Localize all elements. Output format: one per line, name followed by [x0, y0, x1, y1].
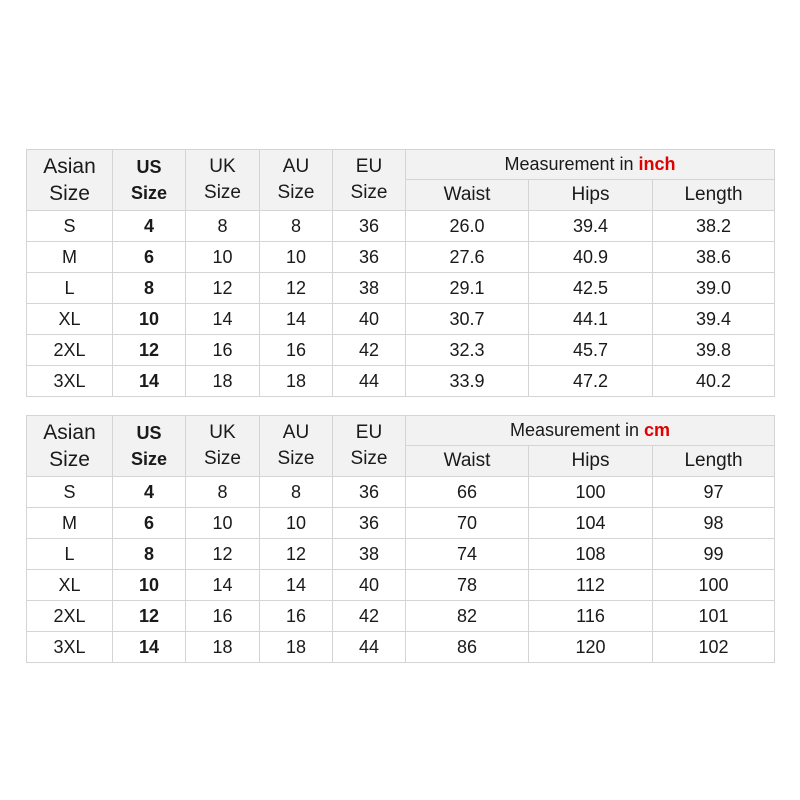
- table-body: [27, 211, 775, 397]
- us-size-cell: 4: [113, 211, 186, 242]
- asian-size-cell: L: [27, 273, 113, 304]
- us-size-cell: 6: [113, 242, 186, 273]
- waist-cell: 30.7: [406, 304, 529, 335]
- table-row: [27, 304, 775, 335]
- header-line: Size: [204, 182, 241, 203]
- header-line: AU: [282, 156, 310, 177]
- header-line: Asian: [43, 155, 96, 178]
- size-chart-cm: [26, 415, 775, 663]
- au-size-cell: 10: [260, 508, 333, 539]
- au-size-cell: 8: [260, 477, 333, 508]
- asian-size-cell: S: [27, 477, 113, 508]
- length-cell: 38.6: [653, 242, 775, 273]
- eu-size-header: [333, 416, 406, 477]
- hips-cell: 120: [529, 632, 653, 663]
- table-row: [27, 242, 775, 273]
- hips-cell: 39.4: [529, 211, 653, 242]
- uk-size-cell: 8: [186, 477, 260, 508]
- eu-size-cell: 44: [333, 632, 406, 663]
- asian-size-cell: 2XL: [27, 335, 113, 366]
- header-line: AU: [282, 422, 310, 443]
- us-size-cell: 14: [113, 632, 186, 663]
- header-line: Size: [130, 449, 168, 469]
- us-size-cell: 4: [113, 477, 186, 508]
- au-size-cell: 14: [260, 304, 333, 335]
- header-line: UK: [209, 422, 236, 443]
- table-header: [27, 150, 775, 211]
- length-cell: 40.2: [653, 366, 775, 397]
- measurement-unit: inch: [638, 154, 676, 174]
- hips-cell: 104: [529, 508, 653, 539]
- au-size-cell: 16: [260, 601, 333, 632]
- uk-size-cell: 12: [186, 539, 260, 570]
- asian-size-cell: M: [27, 508, 113, 539]
- au-size-cell: 12: [260, 273, 333, 304]
- waist-cell: 82: [406, 601, 529, 632]
- header-line: US: [136, 423, 162, 443]
- waist-cell: 74: [406, 539, 529, 570]
- uk-size-cell: 8: [186, 211, 260, 242]
- asian-size-cell: M: [27, 242, 113, 273]
- eu-size-cell: 38: [333, 273, 406, 304]
- uk-size-cell: 10: [186, 508, 260, 539]
- table-row: [27, 477, 775, 508]
- hips-cell: 44.1: [529, 304, 653, 335]
- uk-size-cell: 10: [186, 242, 260, 273]
- asian-size-cell: L: [27, 539, 113, 570]
- asian-size-cell: 3XL: [27, 632, 113, 663]
- us-size-header: [113, 150, 186, 211]
- au-size-header: [260, 150, 333, 211]
- waist-cell: 78: [406, 570, 529, 601]
- waist-cell: 70: [406, 508, 529, 539]
- au-size-cell: 10: [260, 242, 333, 273]
- header-line: Size: [49, 182, 90, 205]
- table-row: [27, 539, 775, 570]
- asian-size-header: [27, 150, 113, 211]
- au-size-cell: 18: [260, 366, 333, 397]
- asian-size-cell: 3XL: [27, 366, 113, 397]
- eu-size-cell: 36: [333, 508, 406, 539]
- length-cell: 99: [653, 539, 775, 570]
- waist-cell: 26.0: [406, 211, 529, 242]
- waist-header: Waist: [406, 180, 529, 211]
- measurement-prefix: Measurement in: [504, 154, 634, 174]
- header-line: Size: [350, 448, 388, 469]
- size-chart-inch: [26, 149, 775, 397]
- table-row: [27, 632, 775, 663]
- us-size-cell: 8: [113, 539, 186, 570]
- us-size-cell: 10: [113, 570, 186, 601]
- eu-size-header: [333, 150, 406, 211]
- hips-cell: 47.2: [529, 366, 653, 397]
- header-line: EU: [355, 156, 383, 177]
- asian-size-cell: XL: [27, 570, 113, 601]
- length-cell: 38.2: [653, 211, 775, 242]
- uk-size-header: [186, 150, 260, 211]
- length-cell: 39.4: [653, 304, 775, 335]
- waist-cell: 32.3: [406, 335, 529, 366]
- length-cell: 39.0: [653, 273, 775, 304]
- length-cell: 97: [653, 477, 775, 508]
- au-size-cell: 16: [260, 335, 333, 366]
- us-size-header: [113, 416, 186, 477]
- hips-cell: 45.7: [529, 335, 653, 366]
- eu-size-cell: 40: [333, 304, 406, 335]
- header-line: EU: [355, 422, 383, 443]
- header-line: Size: [277, 182, 315, 203]
- uk-size-header: [186, 416, 260, 477]
- hips-cell: 100: [529, 477, 653, 508]
- table-row: [27, 366, 775, 397]
- waist-cell: 27.6: [406, 242, 529, 273]
- uk-size-cell: 14: [186, 304, 260, 335]
- eu-size-cell: 42: [333, 335, 406, 366]
- table-row: [27, 601, 775, 632]
- length-cell: 98: [653, 508, 775, 539]
- waist-cell: 29.1: [406, 273, 529, 304]
- au-size-header: [260, 416, 333, 477]
- eu-size-cell: 42: [333, 601, 406, 632]
- us-size-cell: 6: [113, 508, 186, 539]
- table-row: [27, 508, 775, 539]
- table-row: [27, 273, 775, 304]
- header-line: Size: [277, 448, 315, 469]
- waist-header: Waist: [406, 446, 529, 477]
- waist-cell: 33.9: [406, 366, 529, 397]
- au-size-cell: 14: [260, 570, 333, 601]
- eu-size-cell: 38: [333, 539, 406, 570]
- table-body: [27, 477, 775, 663]
- us-size-cell: 12: [113, 601, 186, 632]
- length-cell: 39.8: [653, 335, 775, 366]
- uk-size-cell: 14: [186, 570, 260, 601]
- au-size-cell: 12: [260, 539, 333, 570]
- eu-size-cell: 36: [333, 477, 406, 508]
- eu-size-cell: 44: [333, 366, 406, 397]
- uk-size-cell: 12: [186, 273, 260, 304]
- us-size-cell: 8: [113, 273, 186, 304]
- eu-size-cell: 36: [333, 211, 406, 242]
- measurement-unit: cm: [644, 420, 671, 440]
- header-line: Size: [204, 448, 241, 469]
- asian-size-header: [27, 416, 113, 477]
- length-cell: 102: [653, 632, 775, 663]
- header-line: Asian: [43, 421, 96, 444]
- length-cell: 100: [653, 570, 775, 601]
- length-header: Length: [653, 446, 775, 477]
- asian-size-cell: S: [27, 211, 113, 242]
- measurement-prefix: Measurement in: [509, 420, 640, 440]
- length-header: Length: [653, 180, 775, 211]
- uk-size-cell: 16: [186, 335, 260, 366]
- au-size-cell: 8: [260, 211, 333, 242]
- table-row: [27, 335, 775, 366]
- table-header: [27, 416, 775, 477]
- table-row: [27, 570, 775, 601]
- header-line: Size: [130, 183, 168, 203]
- waist-cell: 66: [406, 477, 529, 508]
- hips-header: Hips: [529, 446, 653, 477]
- hips-header: Hips: [529, 180, 653, 211]
- eu-size-cell: 40: [333, 570, 406, 601]
- hips-cell: 108: [529, 539, 653, 570]
- hips-cell: 42.5: [529, 273, 653, 304]
- us-size-cell: 12: [113, 335, 186, 366]
- hips-cell: 40.9: [529, 242, 653, 273]
- hips-cell: 116: [529, 601, 653, 632]
- uk-size-cell: 18: [186, 632, 260, 663]
- header-line: Size: [350, 182, 388, 203]
- header-line: UK: [209, 156, 236, 177]
- us-size-cell: 10: [113, 304, 186, 335]
- table-row: [27, 211, 775, 242]
- header-line: US: [136, 157, 162, 177]
- uk-size-cell: 18: [186, 366, 260, 397]
- us-size-cell: 14: [113, 366, 186, 397]
- uk-size-cell: 16: [186, 601, 260, 632]
- asian-size-cell: XL: [27, 304, 113, 335]
- eu-size-cell: 36: [333, 242, 406, 273]
- header-line: Size: [49, 448, 90, 471]
- measurement-header: [406, 416, 775, 446]
- length-cell: 101: [653, 601, 775, 632]
- asian-size-cell: 2XL: [27, 601, 113, 632]
- waist-cell: 86: [406, 632, 529, 663]
- au-size-cell: 18: [260, 632, 333, 663]
- hips-cell: 112: [529, 570, 653, 601]
- measurement-header: [406, 150, 775, 180]
